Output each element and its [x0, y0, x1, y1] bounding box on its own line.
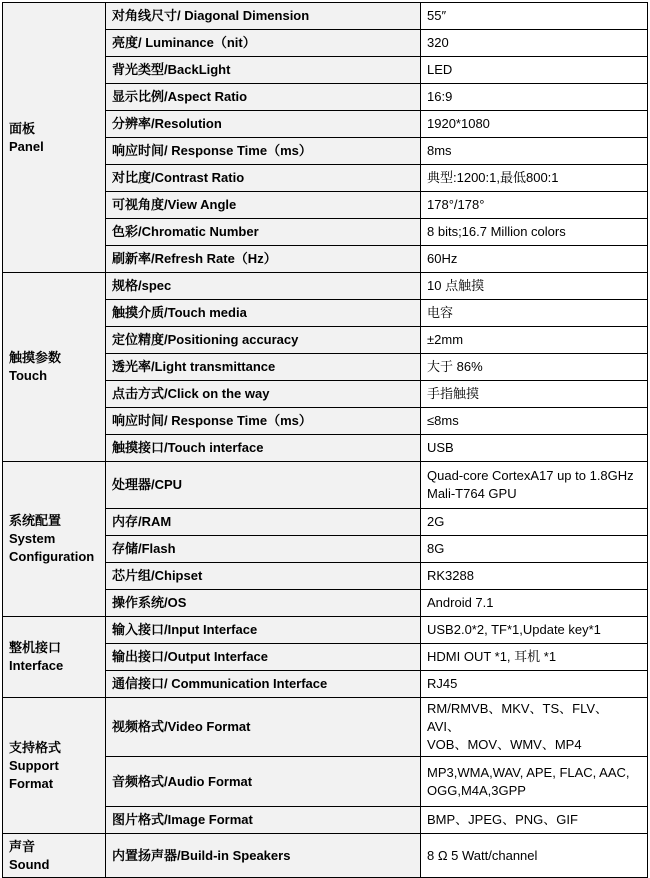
table-row — [3, 462, 648, 509]
param-value — [421, 698, 648, 757]
table-row — [3, 698, 648, 757]
param-label: 透光率/Light transmittance — [106, 354, 421, 381]
param-label: 触摸介质/Touch media — [106, 300, 421, 327]
category-name-en: System Configuration — [9, 531, 95, 564]
param-value: 178°/178° — [421, 192, 648, 219]
param-value: 8G — [421, 536, 648, 563]
param-label: 对比度/Contrast Ratio — [106, 165, 421, 192]
param-label: 响应时间/ Response Time（ms） — [106, 408, 421, 435]
param-label: 触摸接口/Touch interface — [106, 435, 421, 462]
table-row — [3, 3, 648, 30]
param-value: ±2mm — [421, 327, 648, 354]
param-value: 55″ — [421, 3, 648, 30]
param-value: 8ms — [421, 138, 648, 165]
param-value: Android 7.1 — [421, 590, 648, 617]
category-name-cn: 声音 — [9, 838, 36, 854]
param-value: USB2.0*2, TF*1,Update key*1 — [421, 617, 648, 644]
param-label: 定位精度/Positioning accuracy — [106, 327, 421, 354]
param-label: 操作系统/OS — [106, 590, 421, 617]
param-label: 通信接口/ Communication Interface — [106, 671, 421, 698]
category-name-en: Sound — [9, 856, 50, 872]
category-name-cn: 触摸参数 — [9, 350, 62, 365]
category-touch — [3, 273, 106, 462]
param-label: 规格/spec — [106, 273, 421, 300]
value-line: VOB、MOV、WMV、MP4 — [427, 737, 582, 752]
param-value: 8 Ω 5 Watt/channel — [421, 834, 648, 878]
param-label: 音频格式/Audio Format — [106, 757, 421, 807]
param-value: 10 点触摸 — [421, 273, 648, 300]
param-value: HDMI OUT *1, 耳机 *1 — [421, 644, 648, 671]
param-value: 320 — [421, 30, 648, 57]
param-label: 响应时间/ Response Time（ms） — [106, 138, 421, 165]
param-value: ≤8ms — [421, 408, 648, 435]
param-value: 大于 86% — [421, 354, 648, 381]
param-value: 2G — [421, 509, 648, 536]
param-label: 亮度/ Luminance（nit） — [106, 30, 421, 57]
param-label: 色彩/Chromatic Number — [106, 219, 421, 246]
category-name-en: Support Format — [9, 757, 59, 791]
param-value: 8 bits;16.7 Million colors — [421, 219, 648, 246]
param-label: 输入接口/Input Interface — [106, 617, 421, 644]
category-name-cn: 整机接口 — [9, 640, 62, 655]
value-line: OGG,M4A,3GPP — [427, 782, 526, 798]
param-label: 可视角度/View Angle — [106, 192, 421, 219]
category-name-cn: 面板 — [9, 120, 36, 136]
param-label: 内存/RAM — [106, 509, 421, 536]
value-line: Quad-core CortexA17 up to 1.8GHz — [427, 468, 634, 483]
value-line: RM/RMVB、MKV、TS、FLV、AVI、 — [427, 701, 609, 734]
param-value: RK3288 — [421, 563, 648, 590]
category-name-cn: 支持格式 — [9, 739, 62, 755]
param-value — [421, 462, 648, 509]
category-name-en: Touch — [9, 368, 48, 383]
param-label: 点击方式/Click on the way — [106, 381, 421, 408]
value-line: Mali-T764 GPU — [427, 486, 517, 501]
table-row — [3, 617, 648, 644]
category-name-en: Panel — [9, 138, 44, 154]
param-label: 分辨率/Resolution — [106, 111, 421, 138]
param-value: 电容 — [421, 300, 648, 327]
param-label: 芯片组/Chipset — [106, 563, 421, 590]
category-system — [3, 462, 106, 617]
param-label: 内置扬声器/Build-in Speakers — [106, 834, 421, 878]
category-name-en: Interface — [9, 658, 64, 673]
param-value: USB — [421, 435, 648, 462]
param-value: 60Hz — [421, 246, 648, 273]
param-label: 图片格式/Image Format — [106, 807, 421, 834]
param-label: 存储/Flash — [106, 536, 421, 563]
spec-table — [2, 2, 648, 878]
category-format — [3, 698, 106, 834]
param-value: LED — [421, 57, 648, 84]
param-value: 典型:1200:1,最低800:1 — [421, 165, 648, 192]
category-name-cn: 系统配置 — [9, 513, 62, 528]
param-value — [421, 757, 648, 807]
category-panel — [3, 3, 106, 273]
table-row — [3, 834, 648, 878]
param-label: 刷新率/Refresh Rate（Hz） — [106, 246, 421, 273]
param-label: 输出接口/Output Interface — [106, 644, 421, 671]
param-label: 对角线尺寸/ Diagonal Dimension — [106, 3, 421, 30]
param-label: 显示比例/Aspect Ratio — [106, 84, 421, 111]
param-value: 16:9 — [421, 84, 648, 111]
category-interface — [3, 617, 106, 698]
param-value: RJ45 — [421, 671, 648, 698]
param-label: 处理器/CPU — [106, 462, 421, 509]
value-line: MP3,WMA,WAV, APE, FLAC, AAC, — [427, 764, 630, 780]
param-label: 背光类型/BackLight — [106, 57, 421, 84]
param-value: 手指触摸 — [421, 381, 648, 408]
param-value: BMP、JPEG、PNG、GIF — [421, 807, 648, 834]
table-row — [3, 273, 648, 300]
param-value: 1920*1080 — [421, 111, 648, 138]
category-sound — [3, 834, 106, 878]
param-label: 视频格式/Video Format — [106, 698, 421, 757]
